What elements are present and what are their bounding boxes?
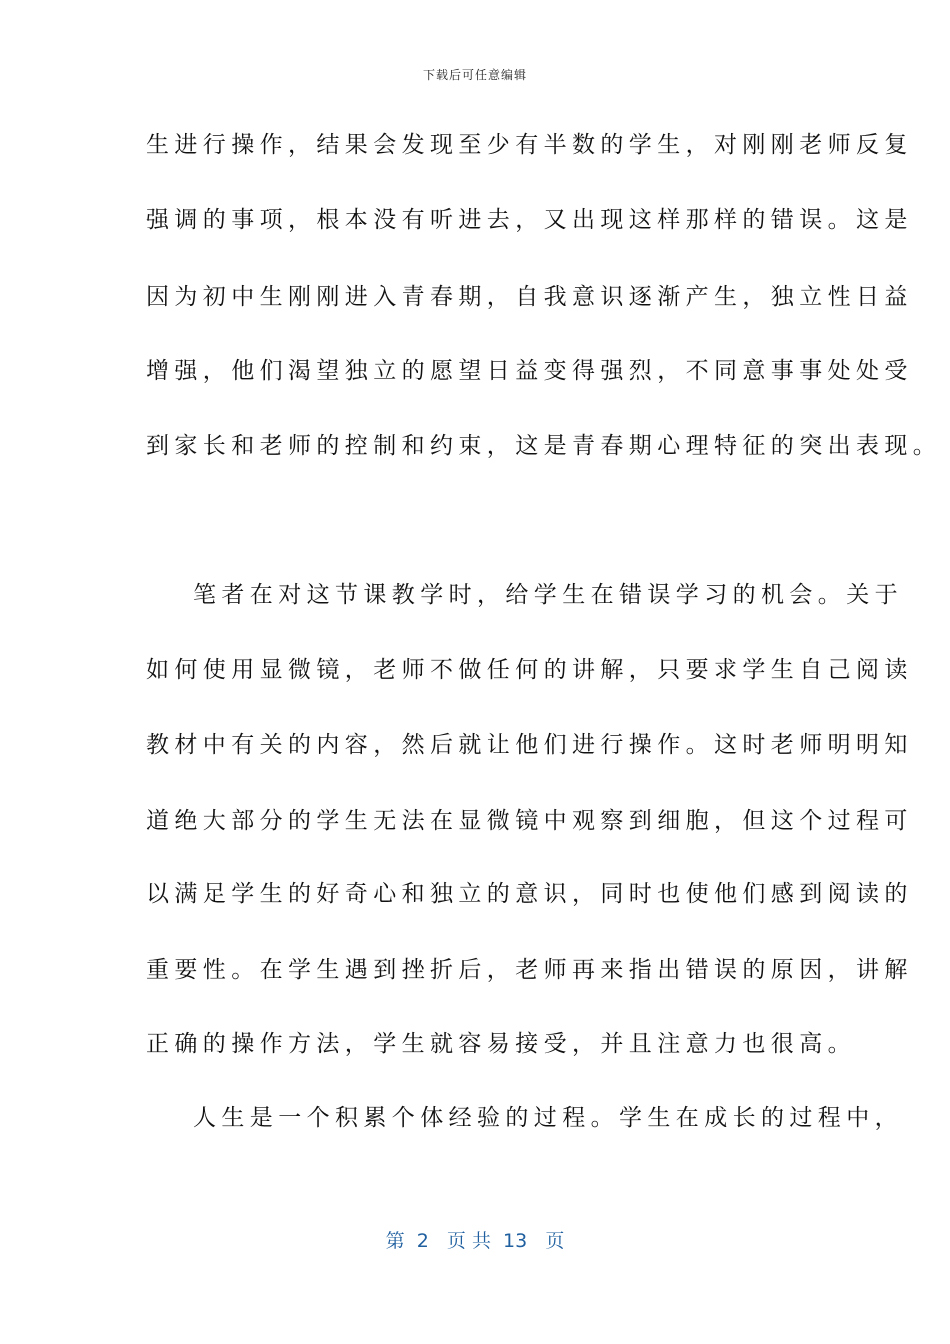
paragraph-1-line-3: 因为初中生刚刚进入青春期，自我意识逐渐产生，独立性日益 — [146, 284, 913, 310]
paragraph-2-line-1: 笔者在对这节课教学时，给学生在错误学习的机会。关于 — [193, 582, 903, 608]
page-number-footer: 第 2 页 共 13 页 — [385, 1230, 565, 1252]
paragraph-2-line-3: 教材中有关的内容，然后就让他们进行操作。这时老师明明知 — [146, 732, 913, 758]
paragraph-2-line-5: 以满足学生的好奇心和独立的意识，同时也使他们感到阅读的 — [146, 881, 913, 907]
paragraph-2-line-4: 道绝大部分的学生无法在显微镜中观察到细胞，但这个过程可 — [146, 808, 913, 834]
paragraph-2-line-6: 重要性。在学生遇到挫折后，老师再来指出错误的原因，讲解 — [146, 957, 913, 983]
page-header: 下载后可任意编辑 — [422, 68, 527, 82]
paragraph-1-line-5: 到家长和老师的控制和约束，这是青春期心理特征的突出表现。 — [146, 433, 942, 459]
paragraph-1-line-2: 强调的事项，根本没有听进去，又出现这样那样的错误。这是 — [146, 207, 913, 233]
paragraph-2-line-7: 正确的操作方法，学生就容易接受，并且注意力也很高。 — [146, 1031, 856, 1057]
paragraph-1-line-1: 生进行操作，结果会发现至少有半数的学生，对刚刚老师反复 — [146, 132, 913, 158]
paragraph-3-line-1: 人生是一个积累个体经验的过程。学生在成长的过程中， — [193, 1105, 903, 1131]
paragraph-2-line-2: 如何使用显微镜，老师不做任何的讲解，只要求学生自己阅读 — [146, 657, 913, 683]
paragraph-1-line-4: 增强，他们渴望独立的愿望日益变得强烈，不同意事事处处受 — [146, 358, 913, 384]
